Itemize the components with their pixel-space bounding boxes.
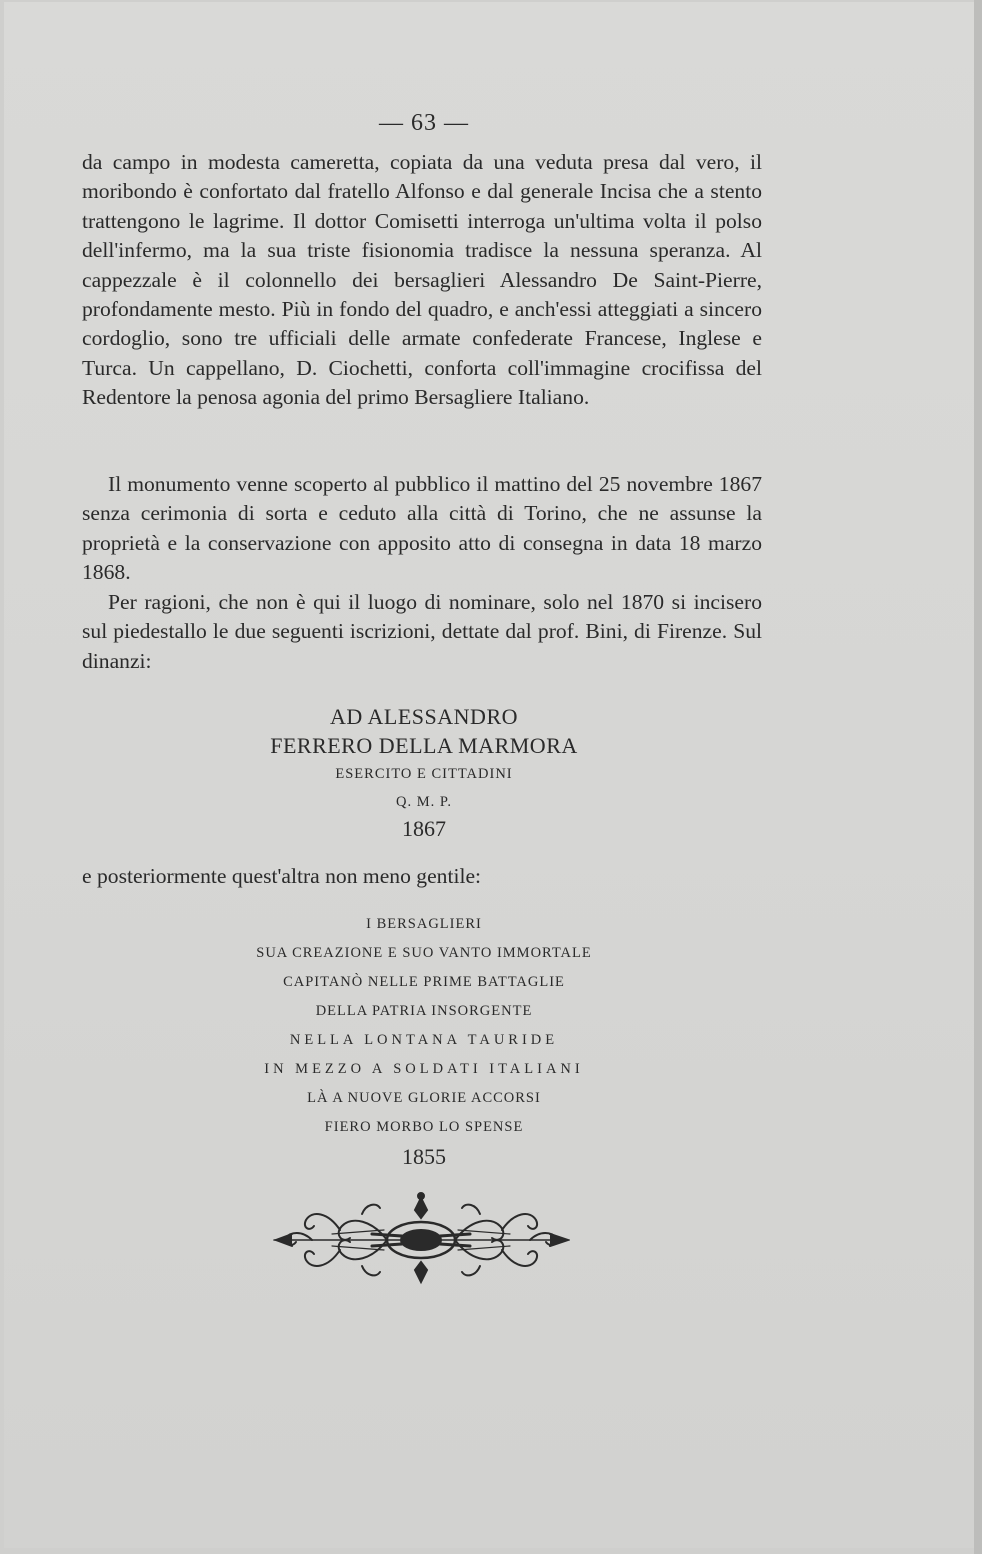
- inscription-front-line-1: AD ALESSANDRO: [329, 704, 519, 729]
- paragraph-1: [82, 148, 762, 413]
- inscription-back-line-5: NELLA LONTANA TAURIDE: [289, 1032, 559, 1048]
- inscription-back-line-1: I BERSAGLIERI: [366, 916, 482, 932]
- inscription-back-line-8: FIERO MORBO LO SPENSE: [324, 1119, 524, 1135]
- inscription-front-year: 1867: [402, 816, 446, 841]
- inscription-front-line-2: FERRERO DELLA MARMORA: [270, 733, 578, 758]
- page-number: — 63 —: [379, 110, 469, 136]
- inscription-back-line-7: LÀ A NUOVE GLORIE ACCORSI: [307, 1090, 541, 1106]
- paragraph-3-text: Per ragioni, che non è qui il luogo di nominare, solo nel 1870 si incisero sul piedestallo le due seguenti iscrizioni, dettate dal prof. Bini, di Firenze. Sul dinanzi:: [82, 590, 762, 673]
- floral-tailpiece-icon: [272, 1190, 570, 1288]
- inscription-front: [4, 702, 844, 844]
- paragraph-3: [82, 588, 762, 676]
- inscription-back-line-4: DELLA PATRIA INSORGENTE: [315, 1003, 533, 1019]
- paragraph-2-text: Il monumento venne scoperto al pubblico il mattino del 25 novembre 1867 senza cerimonia di sorta e ceduto alla città di Torino, che ne assunse la proprietà e la conservazione con apposito atto di consegna in data 18 marzo 1868.: [82, 472, 762, 585]
- inscription-back-line-3: CAPITANÒ NELLE PRIME BATTAGLIE: [283, 974, 565, 990]
- inscription-front-line-4: Q. M. P.: [396, 794, 452, 810]
- transition-text: e posteriormente quest'altra non meno gentile:: [82, 864, 482, 888]
- page-edge-shadow: [974, 0, 982, 1554]
- book-page: [4, 2, 976, 1548]
- inscription-front-line-3: ESERCITO E CITTADINI: [335, 766, 513, 782]
- inscription-back-line-6: IN MEZZO A SOLDATI ITALIANI: [264, 1061, 584, 1077]
- inscription-back-line-2: SUA CREAZIONE E SUO VANTO IMMORTALE: [256, 945, 592, 961]
- paragraph-2: [82, 470, 762, 588]
- inscription-back: [4, 910, 844, 1172]
- inscription-back-year: 1855: [402, 1144, 446, 1169]
- paragraph-1-text: da campo in modesta cameretta, copiata da una veduta presa dal vero, il moribondo è confortato dal fratello Alfonso e dal generale Incisa che a stento trattengono le lagrime. Il dottor Comisetti interroga un'ultima volta il polso dell'infermo, ma la sua triste fisionomia tradisce la nessuna speranza. Al cappezzale è il colonnello dei bersaglieri Alessandro De Saint-Pierre, profondamente mesto. Più in fondo del quadro, e anch'essi atteggiati a sincero cordoglio, sono tre ufficiali delle armate confederate Francese, Inglese e Turca. Un cappellano, D. Ciochetti, conforta coll'immagine crocifissa del Redentore la penosa agonia del primo Bersagliere Italiano.: [82, 150, 762, 410]
